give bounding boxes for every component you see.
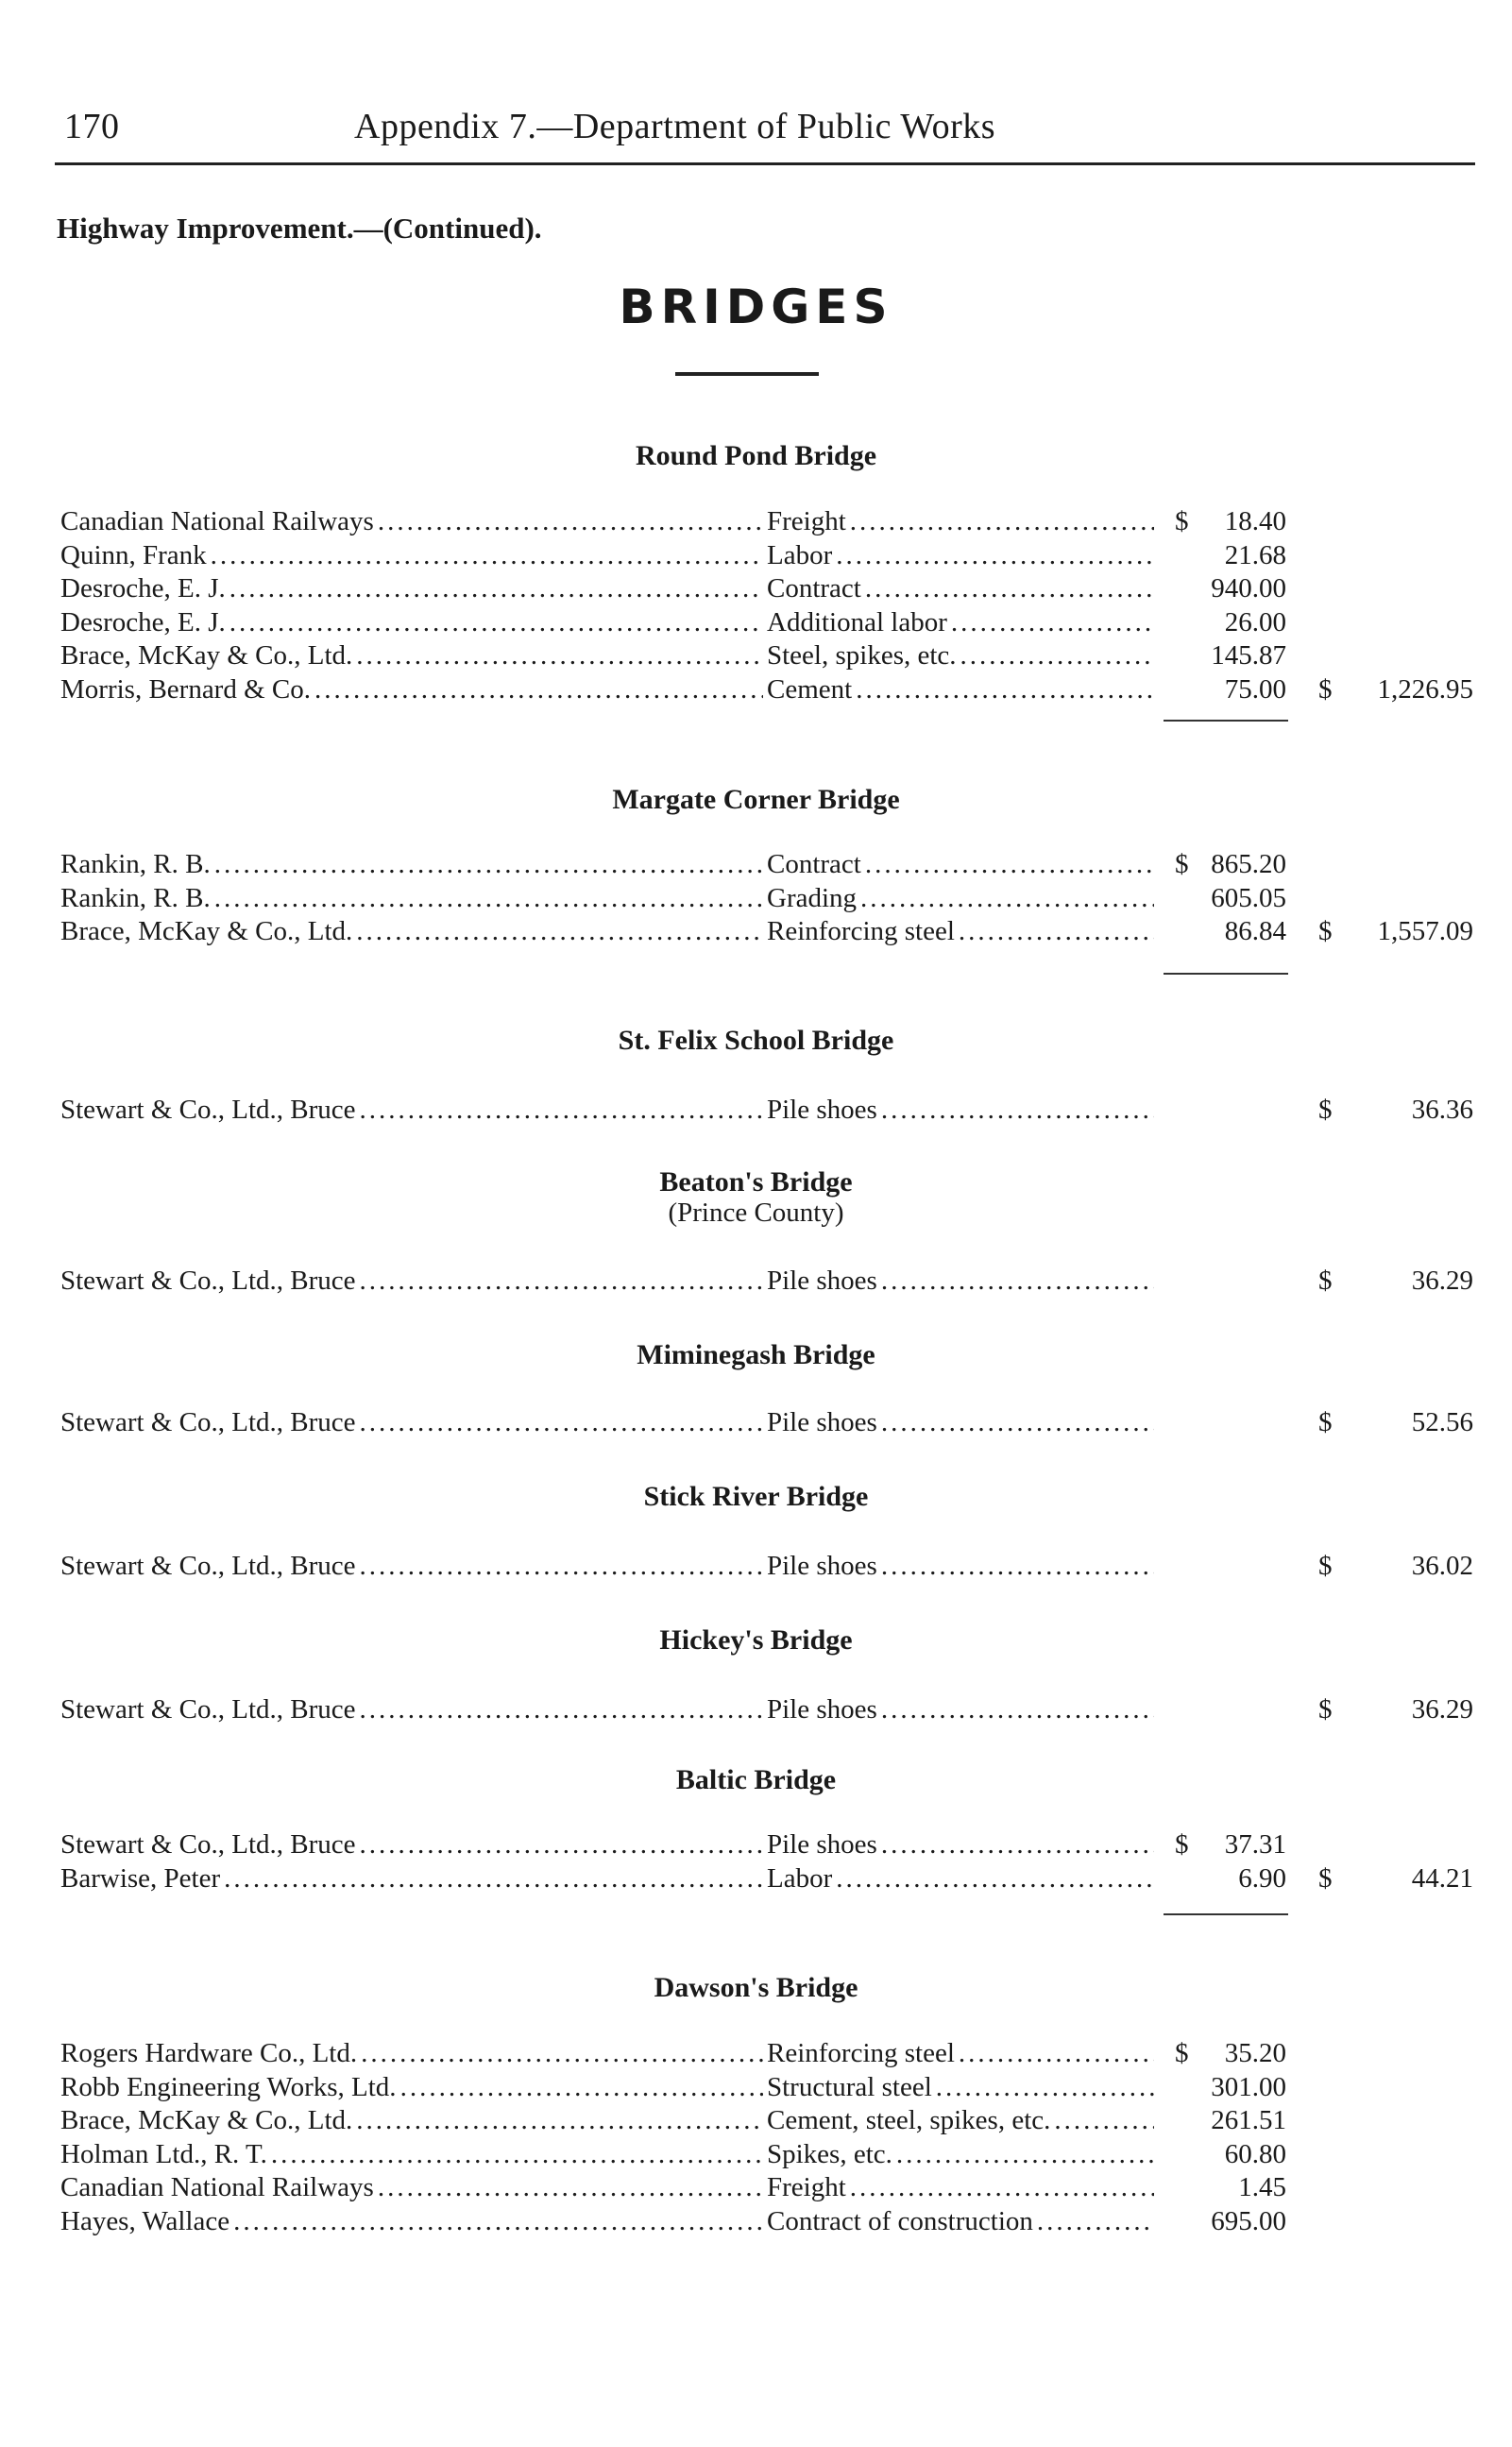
dot-leader	[356, 1264, 763, 1298]
expense-item: Reinforcing steel	[767, 2038, 955, 2068]
payee-name: Stewart & Co., Ltd., Bruce	[60, 1266, 356, 1296]
item-column	[767, 571, 1154, 605]
expense-item: Pile shoes	[767, 1694, 877, 1725]
amount: 60.80	[1224, 2138, 1286, 2169]
section-total: 44.21	[1411, 1862, 1473, 1894]
dot-leader	[211, 847, 763, 881]
item-column	[767, 638, 1154, 672]
section-title-round-pond: Round Pond Bridge	[635, 440, 877, 471]
amount: 605.05	[1211, 882, 1286, 913]
ledger-row	[0, 1549, 1512, 1583]
expense-item: Pile shoes	[767, 1266, 877, 1296]
amount: 26.00	[1224, 606, 1286, 637]
amount: 865.20	[1211, 849, 1286, 879]
total-currency: $	[1318, 1551, 1333, 1581]
payee-column	[60, 1093, 763, 1127]
expense-item: Pile shoes	[767, 1551, 877, 1581]
section-title-st-felix: St. Felix School Bridge	[618, 1025, 894, 1056]
expense-item: Cement, steel, spikes, etc.	[767, 2105, 1051, 2135]
dot-leader	[356, 1405, 763, 1439]
dot-leader	[877, 1549, 1154, 1583]
payee-name: Brace, McKay & Co., Ltd.	[60, 2105, 353, 2135]
amount: 37.31	[1224, 1829, 1286, 1860]
payee-name: Canadian National Railways	[60, 2172, 374, 2202]
payee-column	[60, 638, 763, 672]
payee-name: Morris, Bernard & Co.	[60, 673, 311, 705]
expense-item: Grading	[767, 882, 858, 913]
item-column	[767, 538, 1154, 572]
ledger-row	[0, 2137, 1512, 2171]
item-column	[767, 2204, 1154, 2238]
expense-item: Cement	[767, 673, 853, 705]
dot-leader	[220, 1861, 763, 1895]
amount: 6.90	[1238, 1862, 1286, 1894]
payee-name: Brace, McKay & Co., Ltd.	[60, 916, 353, 946]
amount-currency: $	[1175, 506, 1189, 536]
ledger-row	[0, 847, 1512, 881]
payee-column	[60, 1405, 763, 1439]
dot-leader	[877, 1093, 1154, 1127]
expense-item: Steel, spikes, etc.	[767, 640, 957, 671]
ledger-row	[0, 1827, 1512, 1861]
dot-leader	[1033, 2204, 1154, 2238]
ledger-row	[0, 914, 1512, 948]
amount-currency: $	[1175, 849, 1189, 879]
dot-leader	[356, 1549, 763, 1583]
dot-leader	[877, 1264, 1154, 1298]
section-total: 1,226.95	[1377, 673, 1473, 705]
dot-leader	[877, 1692, 1154, 1726]
item-column	[767, 1861, 1154, 1895]
payee-column	[60, 1549, 763, 1583]
ledger-row	[0, 2036, 1512, 2070]
ledger-row	[0, 638, 1512, 672]
ledger-row	[0, 571, 1512, 605]
expense-item: Pile shoes	[767, 1407, 877, 1437]
section-title-baltic: Baltic Bridge	[675, 1764, 837, 1795]
dot-leader	[374, 2170, 763, 2204]
payee-column	[60, 605, 763, 639]
item-column	[767, 672, 1154, 706]
ledger-row	[0, 881, 1512, 915]
amount: 145.87	[1211, 640, 1286, 671]
expense-item: Pile shoes	[767, 1829, 877, 1860]
payee-column	[60, 504, 763, 538]
dot-leader	[932, 2070, 1154, 2104]
payee-name: Quinn, Frank	[60, 539, 207, 570]
dot-leader	[955, 2036, 1154, 2070]
dot-leader	[352, 2103, 763, 2137]
payee-column	[60, 1264, 763, 1298]
dot-leader	[877, 1405, 1154, 1439]
dot-leader	[947, 605, 1154, 639]
total-currency: $	[1318, 1095, 1333, 1125]
dot-leader	[852, 672, 1154, 706]
ledger-row	[0, 2204, 1512, 2238]
item-column	[767, 2137, 1154, 2171]
ledger-row	[0, 605, 1512, 639]
subtotal-rule	[1164, 720, 1288, 722]
expense-item: Additional labor	[767, 606, 947, 637]
payee-name: Canadian National Railways	[60, 506, 374, 536]
payee-name: Desroche, E. J.	[60, 606, 226, 637]
item-column	[767, 2036, 1154, 2070]
section-total: 36.36	[1411, 1095, 1473, 1125]
payee-column	[60, 2036, 763, 2070]
header-rule	[55, 162, 1475, 165]
amount: 695.00	[1211, 2205, 1286, 2236]
section-title-stick-river: Stick River Bridge	[643, 1481, 869, 1512]
payee-name: Robb Engineering Works, Ltd.	[60, 2071, 397, 2102]
dot-leader	[861, 571, 1154, 605]
amount: 261.51	[1211, 2105, 1286, 2135]
item-column	[767, 847, 1154, 881]
dot-leader	[226, 571, 763, 605]
payee-name: Stewart & Co., Ltd., Bruce	[60, 1407, 356, 1437]
payee-name: Stewart & Co., Ltd., Bruce	[60, 1551, 356, 1581]
item-column	[767, 1692, 1154, 1726]
amount: 301.00	[1211, 2071, 1286, 2102]
expense-item: Pile shoes	[767, 1095, 877, 1125]
dot-leader	[846, 2170, 1154, 2204]
dot-leader	[877, 1827, 1154, 1861]
payee-column	[60, 914, 763, 948]
dot-leader	[892, 2137, 1154, 2171]
expense-item: Reinforcing steel	[767, 916, 955, 946]
dot-leader	[356, 1093, 763, 1127]
section-title-margate: Margate Corner Bridge	[612, 784, 900, 815]
payee-column	[60, 2204, 763, 2238]
item-column	[767, 881, 1154, 915]
item-column	[767, 1405, 1154, 1439]
payee-name: Stewart & Co., Ltd., Bruce	[60, 1694, 356, 1725]
payee-name: Rankin, R. B.	[60, 849, 211, 879]
ledger-row	[0, 2103, 1512, 2137]
dot-leader	[955, 914, 1154, 948]
payee-column	[60, 847, 763, 881]
total-currency: $	[1318, 1694, 1333, 1725]
total-currency: $	[1318, 673, 1333, 705]
item-column	[767, 1549, 1154, 1583]
ledger-row	[0, 504, 1512, 538]
amount: 940.00	[1211, 573, 1286, 603]
dot-leader	[357, 2036, 763, 2070]
payee-name: Stewart & Co., Ltd., Bruce	[60, 1095, 356, 1125]
payee-column	[60, 1692, 763, 1726]
dot-leader	[1050, 2103, 1154, 2137]
payee-column	[60, 672, 763, 706]
dot-leader	[311, 672, 763, 706]
payee-name: Stewart & Co., Ltd., Bruce	[60, 1829, 356, 1860]
expense-item: Contract of construction	[767, 2205, 1033, 2236]
payee-name: Barwise, Peter	[60, 1862, 221, 1894]
dot-leader	[832, 538, 1154, 572]
payee-name: Brace, McKay & Co., Ltd.	[60, 640, 353, 671]
ledger-row	[0, 2070, 1512, 2104]
section-total: 52.56	[1411, 1407, 1473, 1437]
title-rule	[675, 372, 819, 376]
payee-column	[60, 2070, 763, 2104]
dot-leader	[957, 638, 1154, 672]
dot-leader	[229, 2204, 763, 2238]
ledger-row	[0, 1264, 1512, 1298]
section-subtitle: (Prince County)	[668, 1198, 844, 1228]
amount: 18.40	[1224, 506, 1286, 536]
total-currency: $	[1318, 1407, 1333, 1437]
item-column	[767, 504, 1154, 538]
payee-column	[60, 2103, 763, 2137]
item-column	[767, 1264, 1154, 1298]
ledger-row	[0, 1093, 1512, 1127]
item-column	[767, 1827, 1154, 1861]
section-title-beatons: Beaton's Bridge	[659, 1166, 853, 1198]
ledger-row	[0, 1405, 1512, 1439]
ledger-row	[0, 538, 1512, 572]
payee-name: Rogers Hardware Co., Ltd.	[60, 2038, 358, 2068]
subtotal-rule	[1164, 973, 1288, 975]
item-column	[767, 2170, 1154, 2204]
dot-leader	[857, 881, 1154, 915]
payee-column	[60, 2137, 763, 2171]
expense-item: Contract	[767, 573, 861, 603]
dot-leader	[267, 2137, 763, 2171]
amount-currency: $	[1175, 1829, 1189, 1860]
ledger-row	[0, 2170, 1512, 2204]
ledger-row	[0, 672, 1512, 706]
section-total: 1,557.09	[1377, 916, 1473, 946]
expense-item: Freight	[767, 506, 846, 536]
dot-leader	[356, 1692, 763, 1726]
section-title-miminegash: Miminegash Bridge	[637, 1339, 875, 1370]
section-title-hickeys: Hickey's Bridge	[659, 1624, 853, 1656]
dot-leader	[356, 1827, 763, 1861]
amount: 21.68	[1224, 539, 1286, 570]
dot-leader	[397, 2070, 763, 2104]
dot-leader	[846, 504, 1154, 538]
item-column	[767, 2070, 1154, 2104]
payee-column	[60, 2170, 763, 2204]
section-title-dawsons: Dawson's Bridge	[654, 1972, 858, 2003]
dot-leader	[374, 504, 763, 538]
amount: 1.45	[1238, 2172, 1286, 2202]
page-title: BRIDGES	[619, 280, 893, 334]
dot-leader	[832, 1861, 1154, 1895]
payee-name: Hayes, Wallace	[60, 2205, 230, 2236]
section-total: 36.29	[1411, 1694, 1473, 1725]
amount: 75.00	[1224, 673, 1286, 705]
amount: 86.84	[1224, 916, 1286, 946]
ledger-row	[0, 1692, 1512, 1726]
total-currency: $	[1318, 1266, 1333, 1296]
expense-item: Contract	[767, 849, 861, 879]
expense-item: Labor	[767, 539, 833, 570]
expense-item: Freight	[767, 2172, 846, 2202]
amount-currency: $	[1175, 2038, 1189, 2068]
dot-leader	[352, 638, 763, 672]
total-currency: $	[1318, 1862, 1333, 1894]
payee-name: Rankin, R. B.	[60, 882, 211, 913]
amount: 35.20	[1224, 2038, 1286, 2068]
total-currency: $	[1318, 916, 1333, 946]
section-total: 36.29	[1411, 1266, 1473, 1296]
payee-column	[60, 571, 763, 605]
dot-leader	[861, 847, 1154, 881]
item-column	[767, 914, 1154, 948]
payee-column	[60, 1827, 763, 1861]
item-column	[767, 2103, 1154, 2137]
dot-leader	[207, 538, 763, 572]
dot-leader	[226, 605, 763, 639]
payee-column	[60, 881, 763, 915]
item-column	[767, 1093, 1154, 1127]
dot-leader	[352, 914, 763, 948]
payee-name: Desroche, E. J.	[60, 573, 226, 603]
expense-item: Labor	[767, 1862, 833, 1894]
payee-column	[60, 538, 763, 572]
page-number: 170	[64, 107, 120, 146]
dot-leader	[211, 881, 763, 915]
ledger-row	[0, 1861, 1512, 1895]
expense-item: Spikes, etc.	[767, 2138, 892, 2169]
payee-name: Holman Ltd., R. T.	[60, 2138, 267, 2169]
subtotal-rule	[1164, 1913, 1288, 1915]
section-subheading: Highway Improvement.—(Continued).	[57, 212, 542, 245]
expense-item: Structural steel	[767, 2071, 932, 2102]
item-column	[767, 605, 1154, 639]
payee-column	[60, 1861, 763, 1895]
section-total: 36.02	[1411, 1551, 1473, 1581]
page-header-title: Appendix 7.—Department of Public Works	[354, 107, 996, 146]
